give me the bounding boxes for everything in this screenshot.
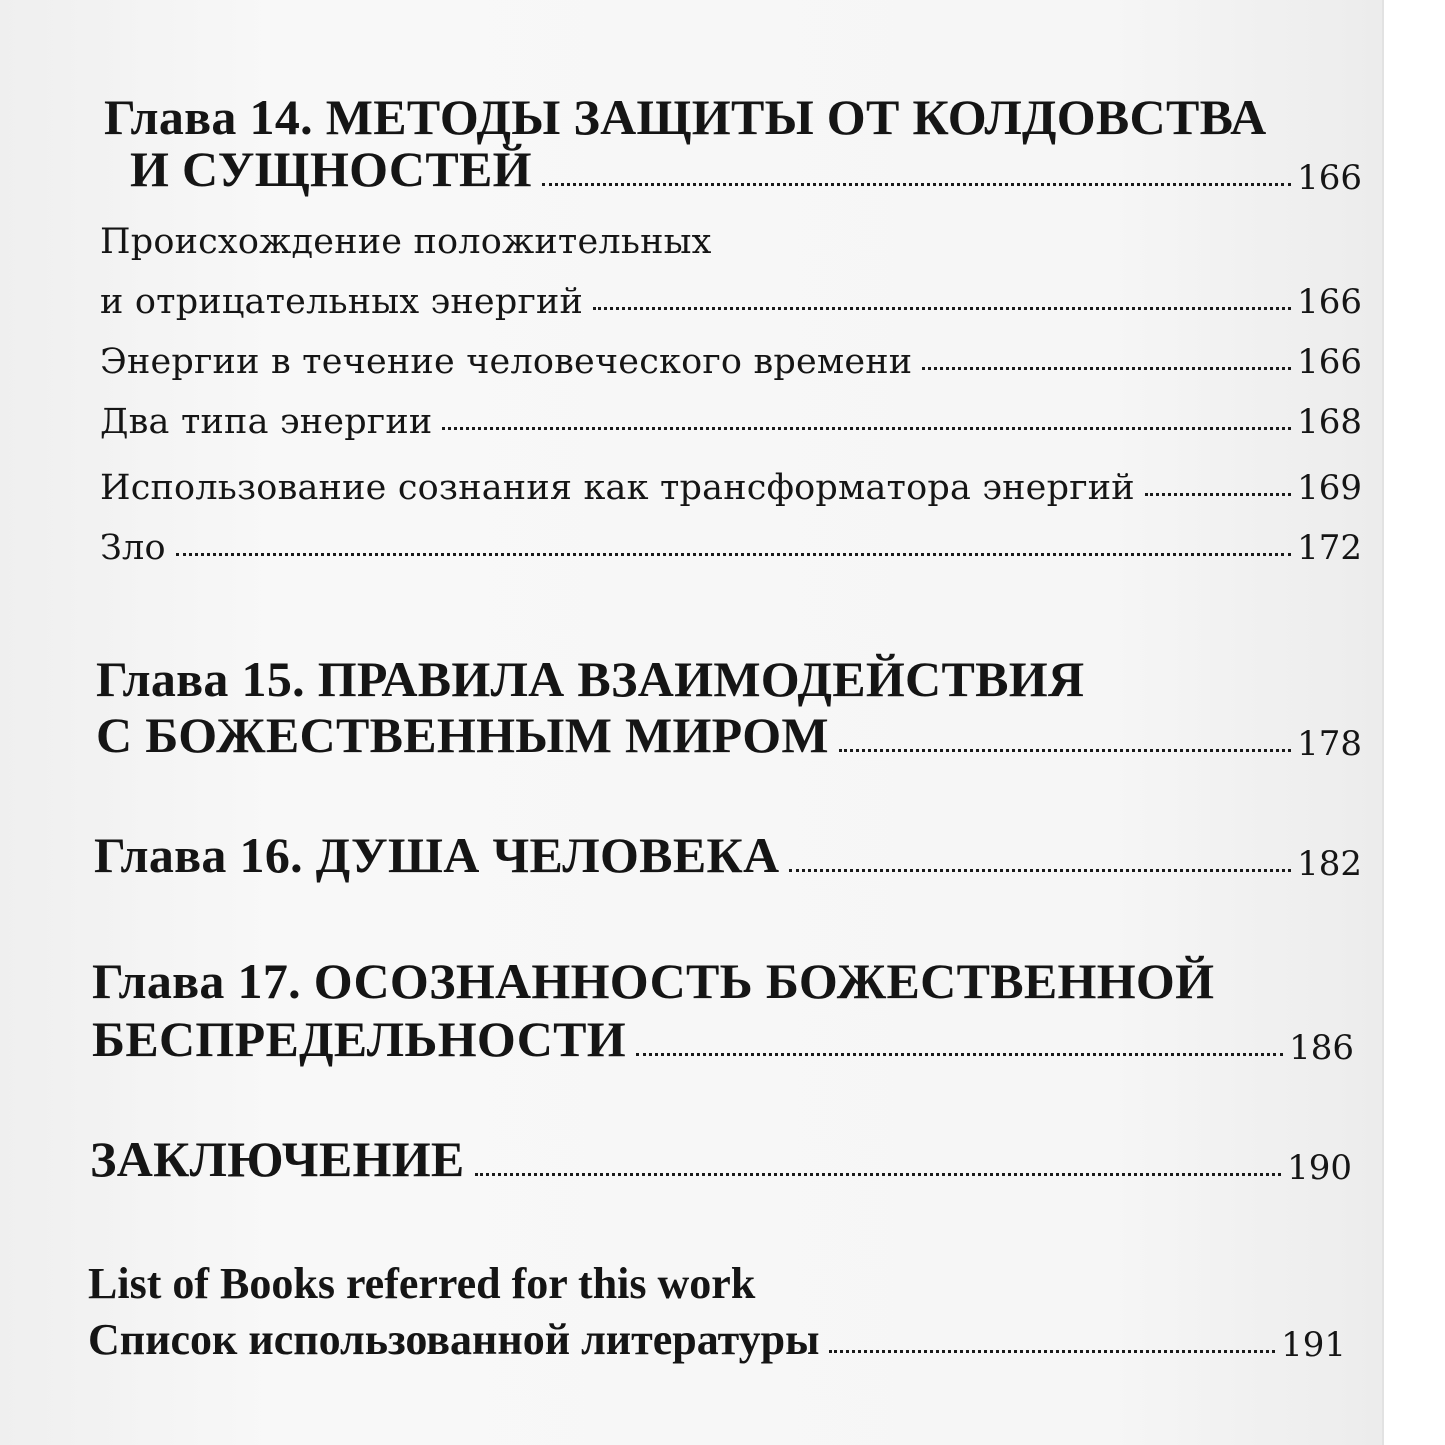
chapter-15-title-line1: Глава 15. ПРАВИЛА ВЗАИМОДЕЙСТВИЯ [96,651,1085,707]
section-origin-entry[interactable] [100,282,1362,322]
chapter-14-title-line1: Глава 14. МЕТОДЫ ЗАЩИТЫ ОТ КОЛДОВСТВА [104,89,1267,145]
dot-leader [922,367,1291,370]
chapter-17-title-line2: БЕСПРЕДЕЛЬНОСТИ [92,1011,626,1067]
dot-leader [789,869,1291,872]
section-evil-title: Зло [100,528,166,568]
page-number: 191 [1281,1325,1346,1365]
dot-leader [839,749,1291,752]
section-consciousness-entry[interactable] [100,468,1362,508]
books-title-russian: Список использованной литературы [88,1315,820,1364]
page-number: 169 [1297,468,1362,508]
chapter-17-entry[interactable] [92,1010,1354,1068]
section-evil-entry[interactable] [100,528,1362,568]
dot-leader [636,1053,1283,1056]
page-number: 166 [1297,342,1362,382]
chapter-15-entry[interactable] [96,706,1362,764]
chapter-14-entry[interactable] [130,140,1362,198]
page-number: 178 [1297,724,1362,764]
dot-leader [829,1350,1275,1353]
dot-leader [542,183,1291,186]
chapter-15-title-line2: С БОЖЕСТВЕННЫМ МИРОМ [96,707,829,763]
dot-leader [593,307,1291,310]
chapter-16-title: Глава 16. ДУША ЧЕЛОВЕКА [94,827,780,883]
section-origin-line2: и отрицательных энергий [100,282,584,322]
conclusion-title: ЗАКЛЮЧЕНИЕ [90,1131,465,1187]
page-number: 172 [1297,528,1362,568]
chapter-14-title-line2: И СУЩНОСТЕЙ [130,141,532,197]
dot-leader [176,553,1291,556]
dot-leader [442,427,1291,430]
section-two-types-entry[interactable] [100,402,1362,442]
page-number: 182 [1297,844,1362,884]
page-number: 166 [1297,158,1362,198]
section-consciousness-title: Использование сознания как трансформатора энергий [100,468,1135,508]
conclusion-entry[interactable] [90,1130,1352,1188]
books-title-english: List of Books referred for this work [88,1259,756,1308]
section-origin-line1: Происхождение положительных [100,222,712,262]
dot-leader [1145,493,1291,496]
books-entry[interactable] [88,1314,1346,1365]
chapter-16-entry[interactable] [94,826,1362,884]
section-energies-time-title: Энергии в течение человеческого времени [100,342,913,382]
page-number: 168 [1297,402,1362,442]
dot-leader [475,1173,1282,1176]
chapter-17-title-line1: Глава 17. ОСОЗНАННОСТЬ БОЖЕСТВЕННОЙ [92,953,1215,1009]
page-number: 186 [1289,1028,1354,1068]
section-energies-time-entry[interactable] [100,342,1362,382]
section-two-types-title: Два типа энергии [100,402,433,442]
page-number: 166 [1297,282,1362,322]
page-number: 190 [1287,1148,1352,1188]
